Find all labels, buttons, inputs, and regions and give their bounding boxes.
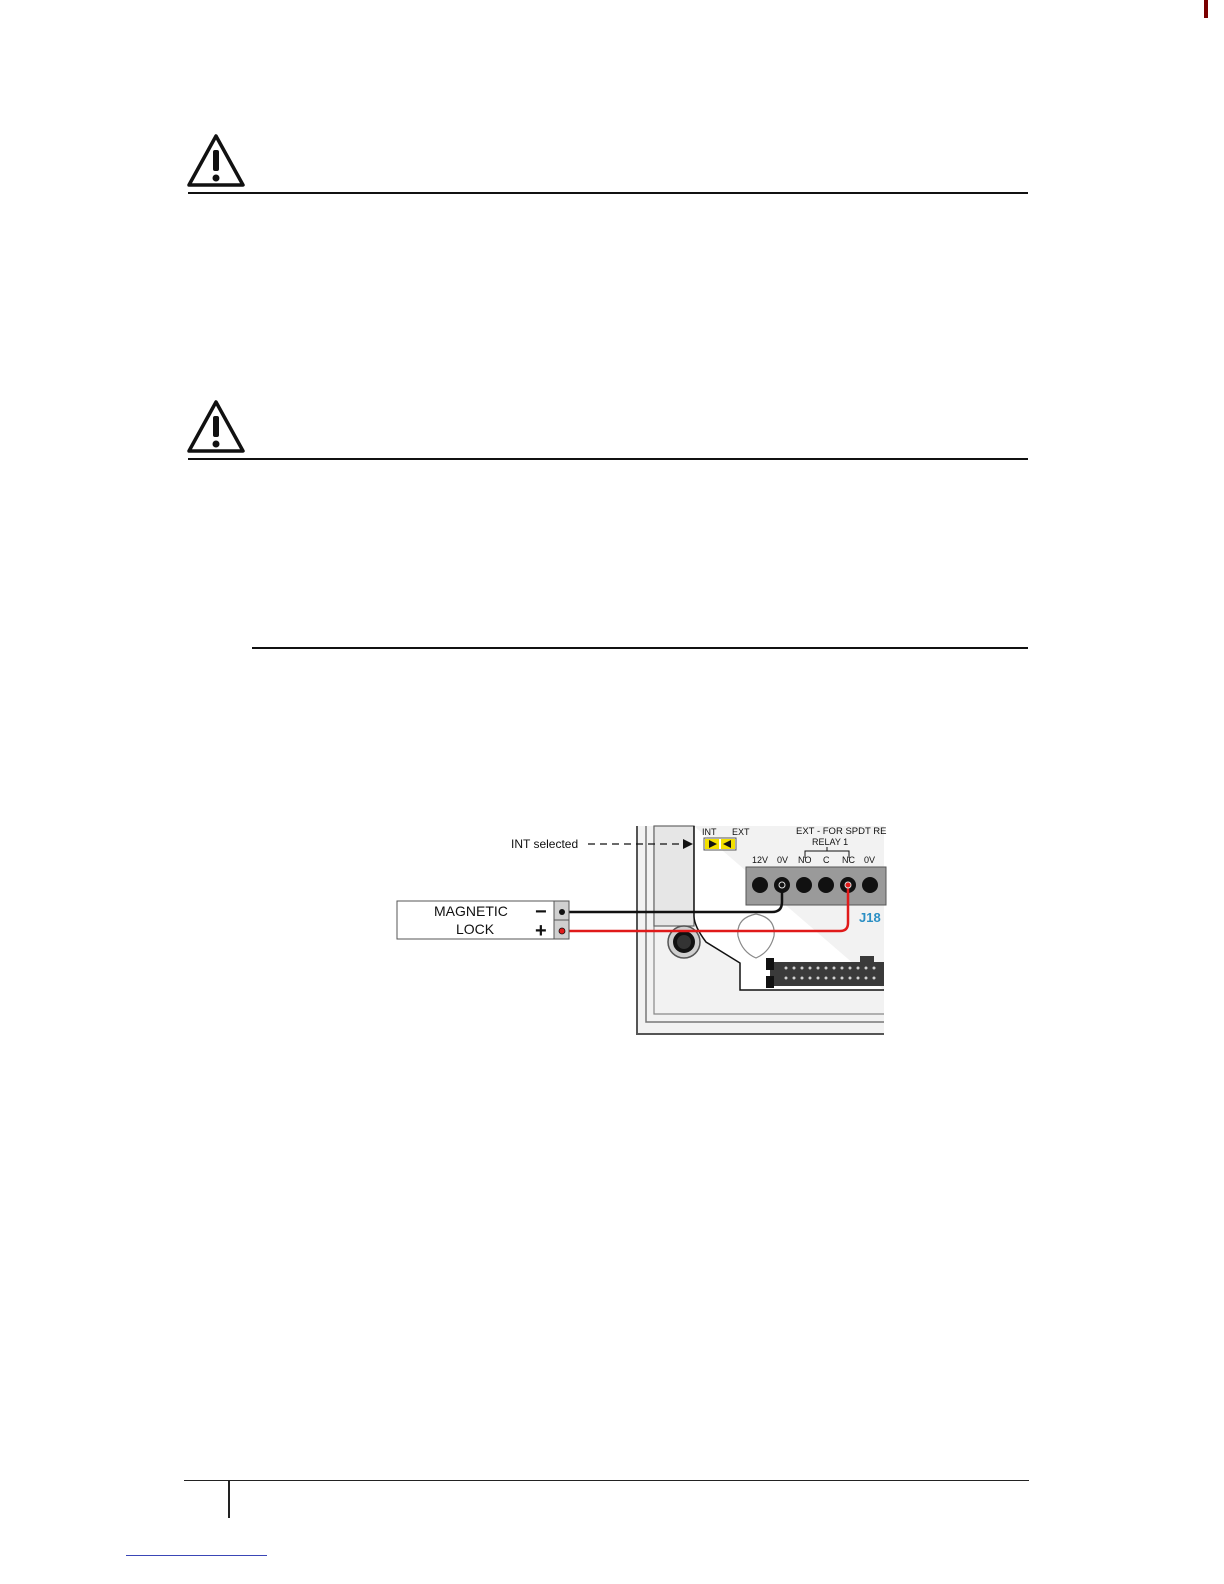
- warning-triangle-icon: [186, 133, 246, 188]
- magnetic-lock-label-line1: MAGNETIC: [434, 903, 508, 919]
- footer-divider: [184, 1480, 1029, 1481]
- magnetic-lock-wiring-diagram: [390, 818, 890, 1040]
- jumper-int-label: INT: [702, 827, 717, 837]
- ext-spdt-header: EXT - FOR SPDT RE: [796, 826, 887, 837]
- terminal-label-0v: 0V: [777, 855, 789, 865]
- terminal-label-no: NO: [798, 855, 812, 865]
- int-ext-jumper: [704, 838, 736, 850]
- relay-1-label: RELAY 1: [812, 837, 849, 847]
- page-edge-tab: [1204, 0, 1208, 18]
- warning-triangle-icon: [186, 399, 246, 454]
- warning-divider: [188, 192, 1028, 194]
- footer-vertical-rule: [228, 1480, 230, 1518]
- magnetic-lock-label-line2: LOCK: [456, 921, 495, 937]
- plus-terminal-symbol: +: [535, 920, 547, 942]
- terminal-label-12v: 12V: [752, 855, 769, 865]
- connector-j18-label: J18: [859, 910, 881, 925]
- jumper-ext-label: EXT: [732, 827, 750, 837]
- terminal-label-c: C: [823, 855, 830, 865]
- terminal-label-0v-2: 0V: [864, 855, 876, 865]
- terminal-label-nc: NC: [842, 855, 855, 865]
- footer-link-underline[interactable]: [126, 1555, 267, 1556]
- terminal-block: [746, 867, 886, 905]
- minus-terminal-symbol: −: [535, 901, 547, 923]
- int-selected-label: INT selected: [511, 837, 579, 851]
- section-divider: [252, 647, 1028, 649]
- warning-divider: [188, 458, 1028, 460]
